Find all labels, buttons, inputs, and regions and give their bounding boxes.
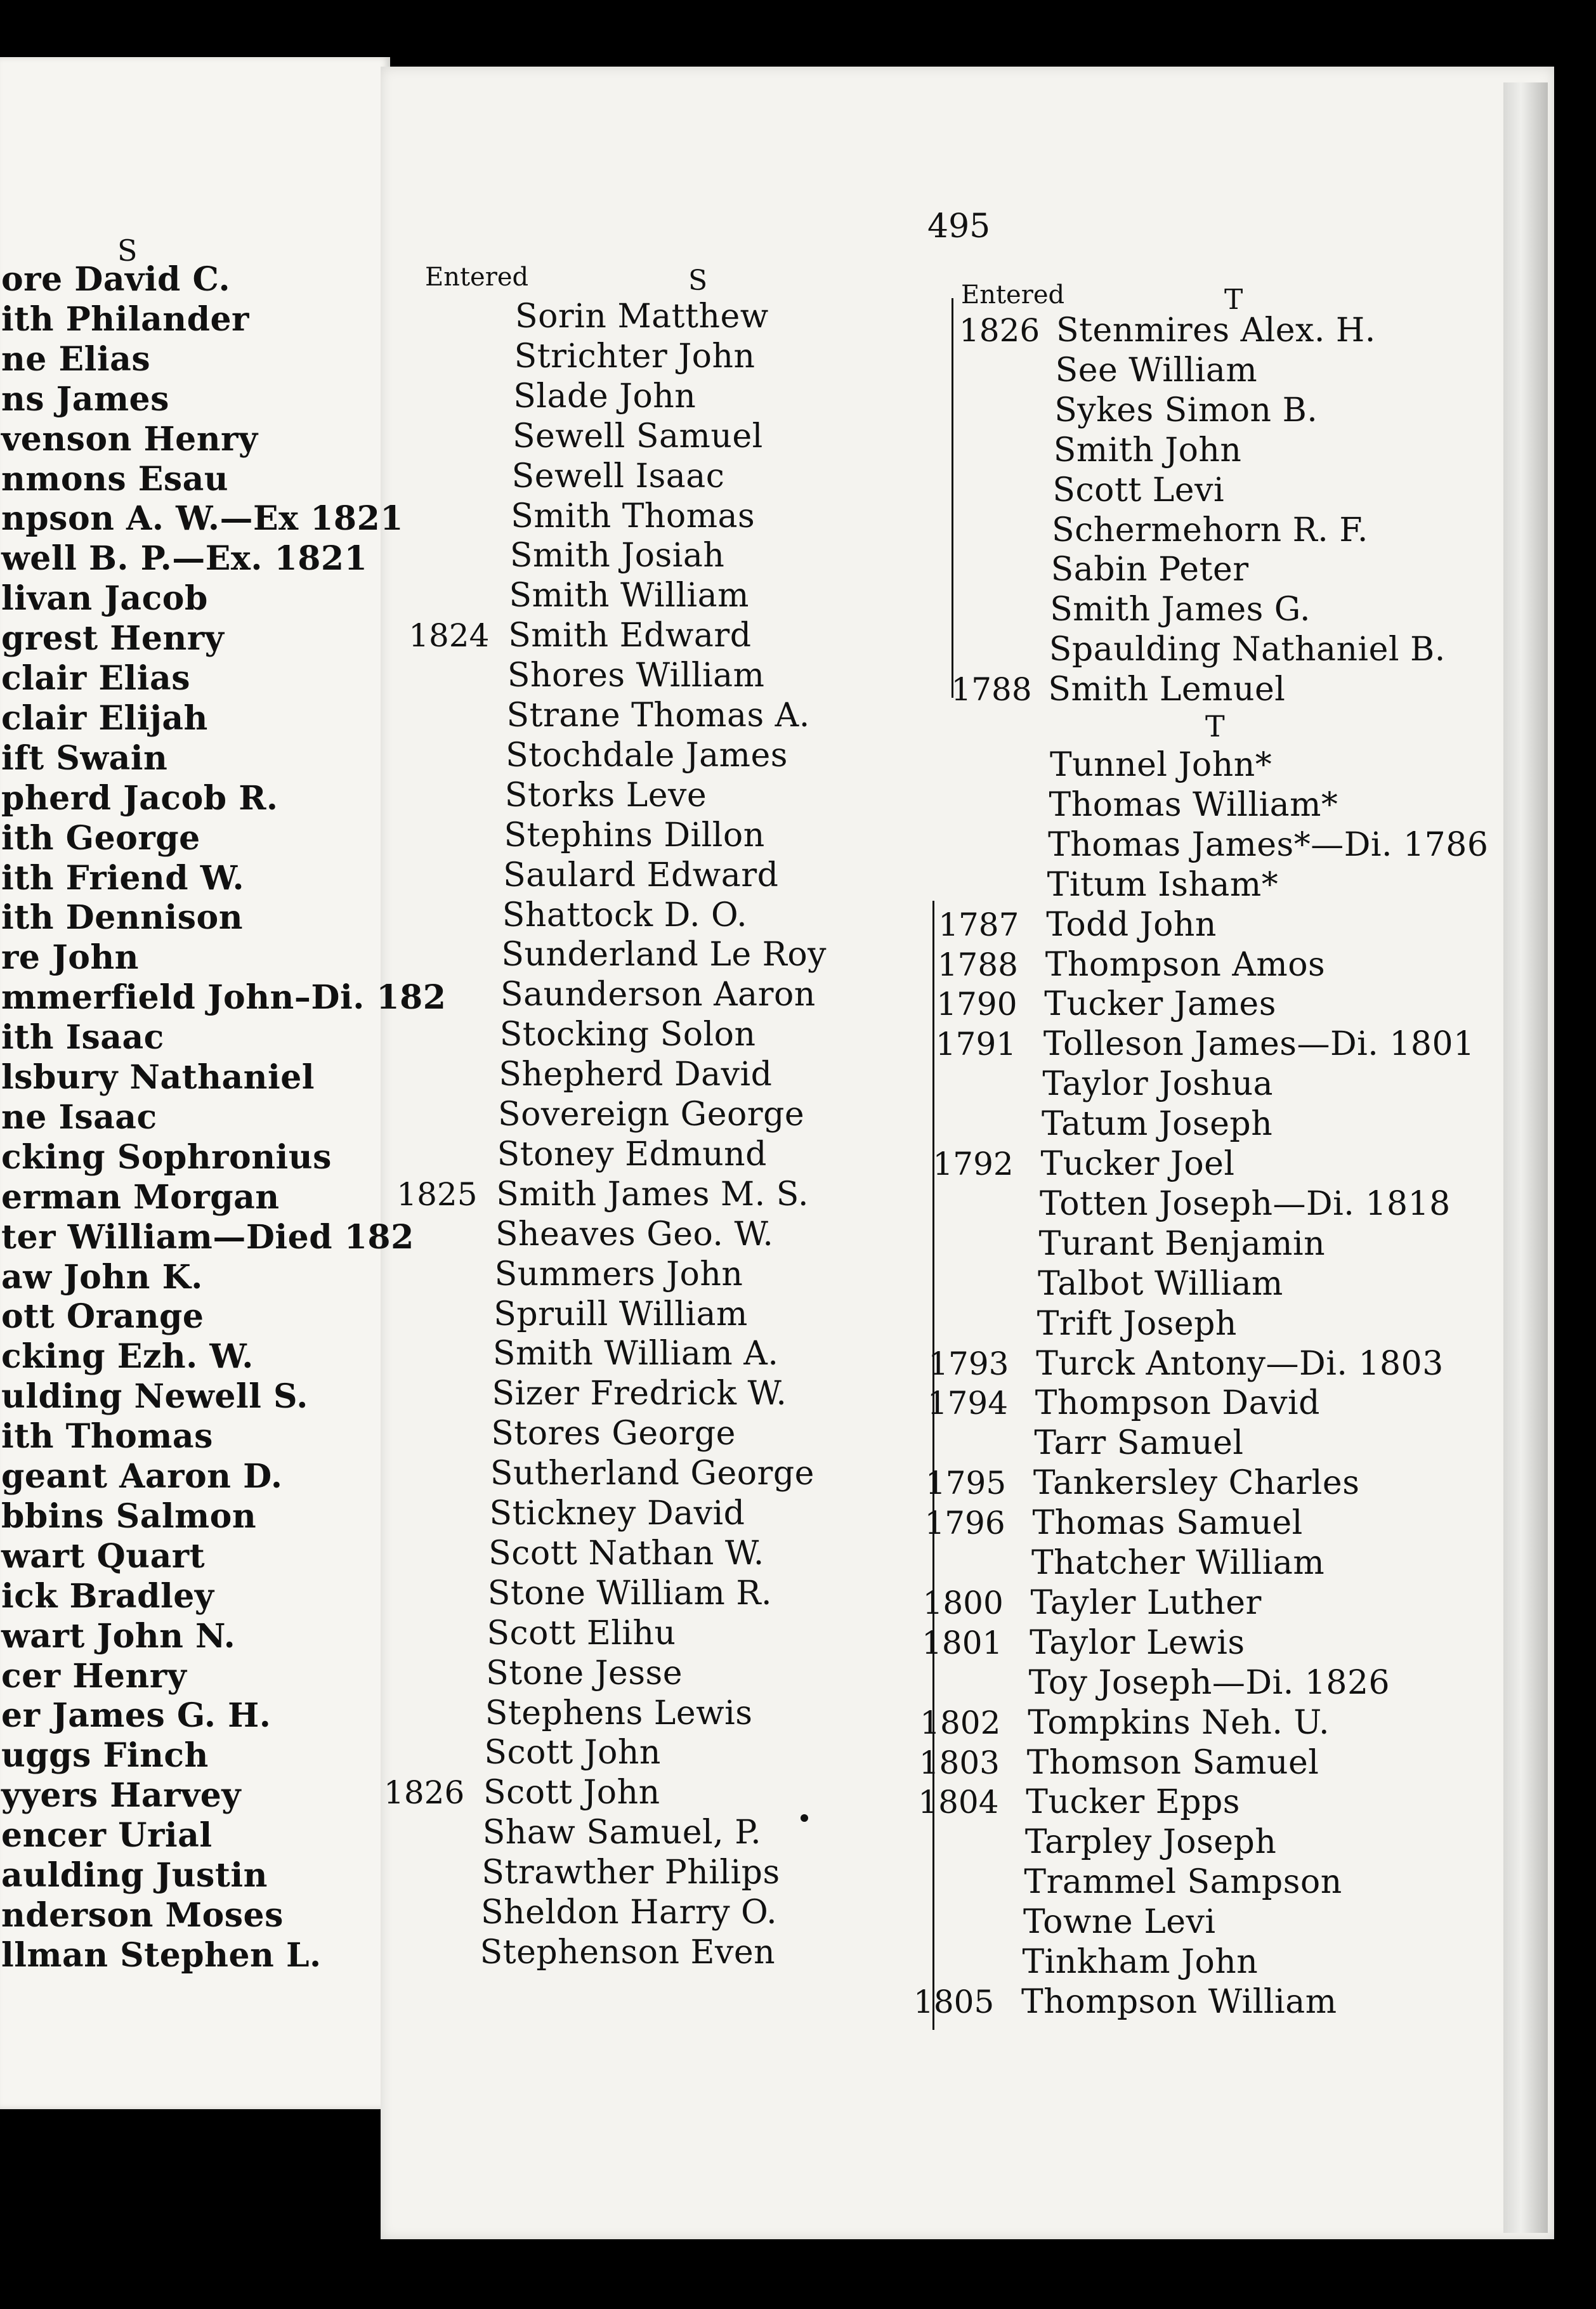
col1-year: 1824 xyxy=(409,617,490,655)
col2-name: Spaulding Nathaniel B. xyxy=(1049,631,1446,669)
col2-name: Thomson Samuel xyxy=(1026,1743,1319,1782)
col1-name: Sovereign George xyxy=(498,1096,805,1134)
left-entry: ulding Newell S. xyxy=(1,1377,308,1416)
col2-name: Thatcher William xyxy=(1031,1544,1325,1582)
col2-name: Tankersley Charles xyxy=(1033,1464,1360,1503)
col1-name: Saunderson Aaron xyxy=(500,976,816,1014)
left-entry: well B. P.—Ex. 1821 xyxy=(1,539,368,579)
col2-year: 1787 xyxy=(938,906,1019,943)
col2-name: Stenmires Alex. H. xyxy=(1056,311,1376,350)
col2-year: 1804 xyxy=(918,1784,999,1821)
col2-name: Trammel Sampson xyxy=(1024,1863,1342,1902)
left-entry: uggs Finch xyxy=(1,1736,209,1776)
col2-rule-top xyxy=(952,298,953,698)
col1-name: Sizer Fredrick W. xyxy=(492,1375,787,1413)
col2-year: 1796 xyxy=(924,1505,1005,1542)
col1-name: Smith Thomas xyxy=(511,497,755,535)
left-entry: ith Dennison xyxy=(1,898,243,938)
col1-name: Sewell Samuel xyxy=(512,417,763,455)
col1-name: Smith Edward xyxy=(508,617,752,655)
col2-year: 1792 xyxy=(932,1146,1014,1182)
col2-year: 1794 xyxy=(927,1385,1009,1422)
col1-name: Sutherland George xyxy=(490,1455,814,1493)
left-entry: aw John K. xyxy=(1,1257,203,1297)
col2-name: Tayler Luther xyxy=(1030,1583,1262,1622)
col2-year: 1793 xyxy=(928,1345,1009,1382)
col1-name: Scott Nathan W. xyxy=(488,1534,764,1573)
col2-name: Trift Joseph xyxy=(1037,1304,1237,1343)
col1-name: Stochdale James xyxy=(506,736,788,775)
col1-name: Shaw Samuel, P. xyxy=(482,1814,762,1852)
col1-name: Strichter John xyxy=(514,337,755,376)
col2-name: Sykes Simon B. xyxy=(1054,391,1318,429)
col1-name: Stickney David xyxy=(489,1495,745,1533)
col1-name: Sheldon Harry O. xyxy=(481,1894,778,1932)
col1-name: Sorin Matthew xyxy=(515,298,769,336)
col2-year: 1790 xyxy=(936,986,1017,1023)
col1-name: Slade John xyxy=(513,377,697,415)
col2-name: Scott Levi xyxy=(1052,471,1225,509)
col2-name: Thomas James*—Di. 1786 xyxy=(1048,825,1489,864)
col1-name: Sheaves Geo. W. xyxy=(495,1215,774,1253)
left-entry: aulding Justin xyxy=(1,1856,268,1895)
left-entry: geant Aaron D. xyxy=(1,1457,283,1496)
col2-name: Turck Antony—Di. 1803 xyxy=(1036,1344,1444,1383)
left-entry: ith Thomas xyxy=(1,1417,213,1456)
col2-name: Thompson William xyxy=(1021,1982,1337,2021)
left-entry: cking Ezh. W. xyxy=(1,1337,254,1377)
col1-name: Stephins Dillon xyxy=(504,816,765,854)
col2-name: Tompkins Neh. U. xyxy=(1028,1703,1330,1742)
col1-year: 1826 xyxy=(384,1774,465,1812)
col2-year: 1802 xyxy=(920,1704,1001,1741)
col2-year: 1801 xyxy=(922,1624,1003,1661)
left-entry: ott Orange xyxy=(1,1297,204,1337)
col2-name: Tunnel John* xyxy=(1050,746,1272,784)
left-entry: ith Philander xyxy=(1,299,249,339)
col1-name: Sewell Isaac xyxy=(511,457,725,495)
left-entry: ith Friend W. xyxy=(1,858,245,898)
col2-name: Taylor Lewis xyxy=(1030,1623,1245,1662)
col2-name: Thompson David xyxy=(1035,1384,1320,1423)
left-entry: clair Elijah xyxy=(1,698,208,738)
col2-year: 1800 xyxy=(922,1584,1004,1621)
col2-name: Totten Joseph—Di. 1818 xyxy=(1040,1184,1451,1223)
col1-name: Smith William xyxy=(509,577,749,615)
col2-name: Titum Isham* xyxy=(1047,865,1279,904)
col2-name: Tinkham John xyxy=(1022,1943,1259,1981)
col2-year: 1788 xyxy=(951,671,1032,709)
left-entry: clair Elias xyxy=(1,659,190,698)
left-entry: wart John N. xyxy=(1,1616,236,1656)
col2-year: 1791 xyxy=(935,1026,1017,1063)
col2-name: Talbot William xyxy=(1038,1264,1283,1303)
left-entry: venson Henry xyxy=(1,419,258,459)
col2-t-section-letter: T xyxy=(1205,709,1225,743)
col2-name: Tatum Joseph xyxy=(1041,1105,1273,1144)
left-entry: ore David C. xyxy=(1,260,231,299)
col1-name: Stone Jesse xyxy=(486,1654,683,1692)
left-entry: llman Stephen L. xyxy=(1,1935,322,1975)
left-entry: wart Quart xyxy=(1,1536,206,1576)
col2-name: Towne Levi xyxy=(1023,1903,1216,1942)
left-entry: re John xyxy=(1,938,139,978)
col1-name: Shores William xyxy=(507,657,765,695)
col2-name: Turant Benjamin xyxy=(1038,1224,1326,1263)
col1-entered-label: Entered xyxy=(425,263,529,292)
col1-name: Scott John xyxy=(484,1734,661,1772)
left-entry: nmons Esau xyxy=(1,459,229,499)
left-entry: encer Urial xyxy=(1,1816,213,1855)
col1-name: Stocking Solon xyxy=(499,1016,756,1054)
col1-name: Smith Josiah xyxy=(509,537,725,575)
left-entry: bbins Salmon xyxy=(1,1496,257,1536)
col1-name: Smith William A. xyxy=(492,1335,779,1373)
col2-year: 1795 xyxy=(925,1465,1007,1502)
left-entry: ns James xyxy=(1,379,169,419)
col2-name: Toy Joseph—Di. 1826 xyxy=(1028,1663,1390,1702)
col1-name: Smith James M. S. xyxy=(496,1175,809,1213)
col1-name: Stephens Lewis xyxy=(485,1694,753,1732)
col1-name: Sunderland Le Roy xyxy=(501,936,827,974)
col2-name: Tarr Samuel xyxy=(1034,1424,1244,1463)
left-entry: npson A. W.—Ex 1821 xyxy=(1,499,403,539)
col2-name: Thomas William* xyxy=(1049,785,1338,824)
col2-name: Taylor Joshua xyxy=(1042,1065,1274,1104)
col2-year: 1805 xyxy=(913,1983,995,2020)
col1-name: Summers John xyxy=(494,1255,743,1293)
col2-name: Smith John xyxy=(1053,431,1242,469)
left-entry: cking Sophronius xyxy=(1,1137,332,1177)
left-entry: ter William—Died 182 xyxy=(1,1217,414,1257)
left-entry: grest Henry xyxy=(1,619,225,658)
left-entry: ith Isaac xyxy=(1,1018,164,1057)
col2-name: Sabin Peter xyxy=(1050,551,1249,589)
col2-letter: T xyxy=(1224,284,1243,316)
left-entry: livan Jacob xyxy=(1,579,208,618)
col2-name: Smith Lemuel xyxy=(1048,670,1286,709)
left-entry: ift Swain xyxy=(1,738,168,778)
col1-name: Scott Elihu xyxy=(487,1614,676,1652)
left-entry: lsbury Nathaniel xyxy=(1,1058,315,1097)
col1-name: Stephenson Even xyxy=(480,1933,776,1972)
col2-name: Tucker James xyxy=(1044,985,1276,1024)
col2-name: Thompson Amos xyxy=(1045,945,1326,984)
left-entry: erman Morgan xyxy=(1,1177,280,1217)
col2-name: Schermehorn R. F. xyxy=(1052,511,1368,549)
col1-letter: S xyxy=(688,265,708,297)
col2-name: Tarpley Joseph xyxy=(1024,1823,1277,1862)
col1-name: Storks Leve xyxy=(504,776,707,814)
left-entry: yyers Harvey xyxy=(1,1776,242,1815)
col2-year: 1803 xyxy=(919,1744,1000,1781)
col1-name: Strane Thomas A. xyxy=(506,697,810,735)
col1-name: Stone William R. xyxy=(487,1574,772,1612)
col1-name: Spruill William xyxy=(494,1295,748,1333)
col1-name: Scott John xyxy=(483,1774,660,1812)
col2-name: Tolleson James—Di. 1801 xyxy=(1043,1025,1475,1064)
left-entry: ick Bradley xyxy=(1,1576,214,1616)
page-edge xyxy=(1503,82,1548,2233)
left-entry: er James G. H. xyxy=(1,1696,271,1736)
col1-name: Shattock D. O. xyxy=(502,896,748,934)
left-entry: ne Elias xyxy=(1,339,151,379)
left-page-heading: S xyxy=(117,233,138,268)
col1-name: Stores George xyxy=(491,1415,736,1453)
col1-name: Strawther Philips xyxy=(481,1854,780,1892)
left-entry: mmerfield John–Di. 182 xyxy=(1,978,447,1017)
left-entry: cer Henry xyxy=(1,1656,187,1696)
col2-entered-label: Entered xyxy=(961,280,1065,310)
left-entry: nderson Moses xyxy=(1,1895,284,1935)
col2-name: Todd John xyxy=(1046,905,1217,944)
col1-name: Stoney Edmund xyxy=(497,1135,767,1174)
col2-name: Tucker Joel xyxy=(1040,1145,1235,1183)
col2-year: 1788 xyxy=(937,946,1018,983)
col2-year: 1826 xyxy=(959,312,1040,349)
left-entry: ne Isaac xyxy=(1,1097,157,1137)
col2-name: Thomas Samuel xyxy=(1032,1504,1303,1543)
col2-name: Tucker Epps xyxy=(1026,1783,1240,1822)
left-entry: pherd Jacob R. xyxy=(1,778,278,818)
col2-name: See William xyxy=(1055,351,1258,389)
col2-name: Smith James G. xyxy=(1050,591,1311,629)
page-number: 495 xyxy=(927,207,991,245)
col1-year: 1825 xyxy=(396,1175,478,1213)
col1-name: Shepherd David xyxy=(499,1056,773,1094)
col1-name: Saulard Edward xyxy=(503,856,779,894)
left-entry: ith George xyxy=(1,818,200,858)
ink-speck xyxy=(801,1814,808,1822)
